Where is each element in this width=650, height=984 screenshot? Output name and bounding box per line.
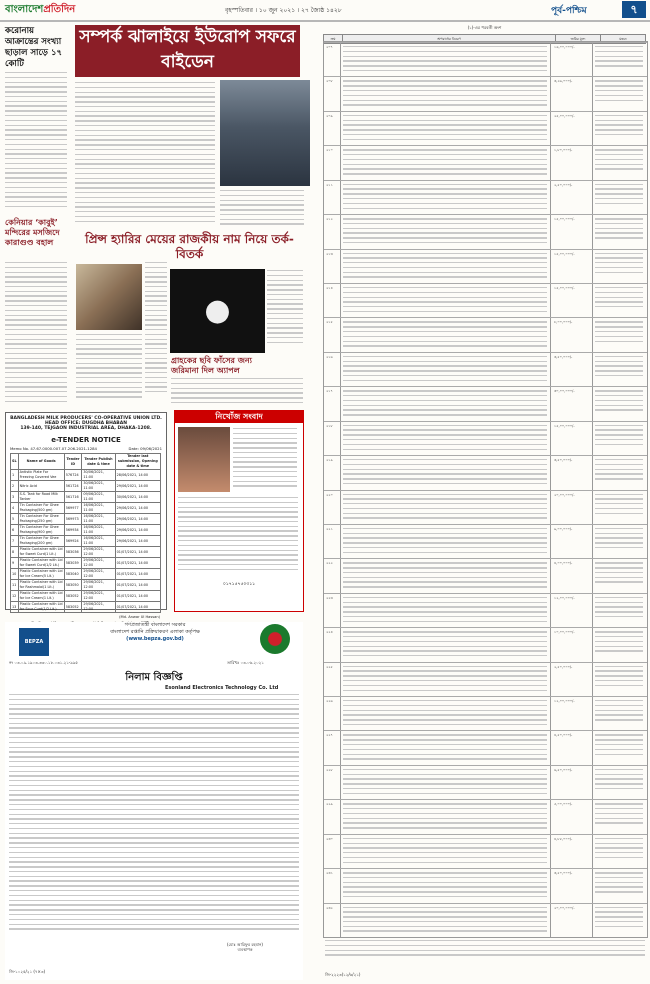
row-remark [595, 459, 643, 483]
masthead [0, 0, 650, 22]
missing-person-photo [178, 427, 230, 492]
logo-accent: প্রতিদিন [43, 4, 76, 15]
newspaper-logo[interactable] [5, 2, 75, 19]
tender-cell: 29/06/2021, 12:00 [82, 547, 115, 558]
tender-cell: 583052 [64, 591, 82, 602]
row-remark [595, 803, 643, 827]
tender-row [11, 580, 161, 591]
bepza-website-link[interactable]: (www.bepza.gov.bd) [126, 636, 184, 642]
missing-person-notice [174, 410, 304, 612]
right-table-row [324, 627, 647, 662]
tender-table [10, 453, 161, 613]
apple-logo-photo: ● [170, 269, 265, 353]
tender-row [11, 569, 161, 580]
tender-cell: 01/07/2021, 14:00 [115, 580, 160, 591]
right-table-title: (১)-এর পরবর্তী অংশ [467, 25, 502, 30]
tender-cell: 5 [11, 514, 19, 525]
right-table-row [324, 386, 647, 421]
row-amount: ১৫,০০,০০০/- [554, 423, 575, 428]
row-amount: ১৫,০০,০০০/- [554, 217, 575, 222]
tender-cell: 583040 [64, 569, 82, 580]
col-serial: ক্রম [324, 35, 343, 44]
row-serial: ২২২ [326, 561, 333, 566]
row-description [343, 528, 547, 557]
harry-headline[interactable]: প্রিন্স হ্যারির মেয়ের রাজকীয় নাম নিয়ে তর্ক-বিতর্ক [85, 232, 294, 261]
biden-photo [220, 80, 310, 186]
tender-row [11, 514, 161, 525]
row-amount: ৮,০০,০০০/- [554, 320, 573, 325]
tender-cell: Tin Container For Ghee Packaging(200 gm) [18, 536, 64, 547]
row-amount: ২,৫০,০০০/- [554, 664, 573, 669]
row-remark [595, 425, 643, 449]
tender-cell: 583039 [64, 558, 82, 569]
tender-cell: 11 [11, 580, 19, 591]
harry-photo [76, 264, 142, 330]
tender-cell: 29/06/2021, 12:00 [82, 591, 115, 602]
harry-body [76, 334, 142, 404]
tender-cell: 29/06/2021, 14:00 [115, 536, 160, 547]
right-footer-text [325, 940, 645, 958]
right-table-row [324, 524, 647, 559]
row-amount: ৩০,০০,০০০/- [554, 389, 575, 394]
tender-cell: 6 [11, 525, 19, 536]
tender-col-3: Tender Publish date & time [82, 454, 115, 470]
row-description [343, 184, 547, 213]
tender-cell: Plastic Container with Lid for Sweet Curd(1/2 Lit.) [19, 558, 63, 567]
right-table-footer [323, 938, 646, 980]
mosque-headline[interactable]: কেনিয়ার ‘কাবুই’ মন্দিরের মসজিদে কারাগুণ্ড বহাল [5, 218, 60, 247]
tender-cell: 569934 [64, 525, 82, 536]
tender-cell: 4 [11, 503, 19, 514]
auction-memo: নং ০৩.০৯.১৯০৩.৩৩০.১৮.০৩১.২১-৯৯৫ [9, 660, 79, 665]
right-footer-code: জি-২২২৩(১২/৬/২১) [325, 972, 361, 977]
missing-details [233, 428, 297, 492]
tender-cell: 3 [11, 492, 19, 503]
logo-main: বাংলাদেশ [5, 4, 44, 15]
tender-row [11, 591, 161, 602]
section-title: পূর্ব-পশ্চিম [551, 6, 587, 16]
tender-cell: Plastic Container with Lid for Ice Cream(1 Lit.) [19, 591, 63, 600]
tender-cell: 01/07/2021, 14:00 [115, 591, 160, 602]
gov-title: গণপ্রজাতন্ত্রী বাংলাদেশ সরকার [124, 622, 186, 628]
row-serial: ২১৩ [326, 251, 333, 256]
row-serial: ২১৫ [326, 320, 333, 325]
tender-col-0: SL [11, 454, 19, 470]
missing-body [178, 497, 298, 577]
row-serial: ২২৩ [326, 595, 333, 600]
row-serial: ২১৭ [326, 389, 333, 394]
tender-memo: Memo No. 47.67.0000.007.07.206.2021-1284 [10, 446, 97, 451]
row-remark [595, 528, 643, 552]
right-table-row [324, 317, 647, 352]
auction-company: Esonland Electronics Technology Co. Ltd [165, 685, 279, 691]
right-table-row [324, 765, 647, 800]
row-remark [595, 838, 643, 862]
tender-date: Date: 09/06/2021 [128, 446, 162, 451]
row-remark [595, 872, 643, 896]
tender-row [11, 536, 161, 547]
right-table-body [323, 41, 648, 938]
auction-signer-name: (মোঃ আরিফুর রহমান) [226, 942, 263, 947]
tender-row [11, 503, 161, 514]
auction-footer-code: জি-১০২৫/২১ (৭×৩) [9, 969, 46, 974]
row-amount: ১,৮০,০০০/- [554, 148, 573, 153]
row-amount: ৪,৫০,০০০/- [554, 733, 573, 738]
tender-cell: 01/07/2021, 14:00 [115, 547, 160, 558]
tender-row [11, 525, 161, 536]
tender-cell: 16/06/2021, 11:00 [82, 514, 115, 525]
tender-col-1: Name of Goods [18, 454, 64, 470]
missing-contact[interactable]: ০১৭১৫৭৫০৩১১ [222, 582, 256, 587]
row-description [343, 115, 547, 144]
tender-cell: 569973 [64, 514, 82, 525]
tender-cell: 12 [11, 591, 19, 602]
row-description [343, 46, 547, 75]
row-serial: ২২৫ [326, 664, 333, 669]
row-remark [595, 46, 643, 70]
row-remark [595, 321, 643, 345]
right-table-row [324, 662, 647, 697]
right-table-row [324, 283, 647, 318]
row-serial: ২২৯ [326, 802, 333, 807]
tender-cell: 01/07/2021, 14:00 [115, 558, 160, 569]
row-amount: ৫,০০,০০০/- [554, 802, 573, 807]
row-remark [595, 597, 643, 621]
row-amount: ১৫,০০,০০০/- [554, 251, 575, 256]
right-table-row [324, 696, 647, 731]
row-description [343, 321, 547, 350]
row-serial: ২৩১ [326, 871, 333, 876]
tender-cell: 583036 [64, 547, 82, 558]
right-table-row [324, 834, 647, 869]
tender-cell: 29/06/2021, 12:00 [82, 580, 115, 591]
tender-cell: 2 [11, 481, 19, 492]
tender-cell: 561724 [64, 481, 82, 492]
auction-date: তারিখঃ ০৩.০৬.২০২১ [227, 660, 264, 665]
row-amount: ২,৫০,০০০/- [554, 182, 573, 187]
row-description [343, 597, 547, 626]
row-serial: ২১২ [326, 217, 333, 222]
row-serial: ২১৮ [326, 423, 333, 428]
right-table-row [324, 42, 647, 77]
row-description [343, 80, 547, 109]
tender-cell: 569977 [64, 503, 82, 514]
tender-col-2: Tender ID [64, 454, 82, 470]
tender-signer: (Md. Anwar Ul Hassan) [119, 615, 160, 619]
row-description [343, 734, 547, 763]
row-remark [595, 253, 643, 277]
tender-title: e-TENDER NOTICE [51, 436, 121, 444]
missing-header: নিখোঁজ সংবাদ [175, 411, 303, 423]
auction-body [9, 694, 299, 938]
row-serial: ২১০ [326, 148, 333, 153]
right-table-row [324, 76, 647, 111]
row-serial: ২১১ [326, 182, 333, 187]
bepza-logo: BEPZA [19, 628, 49, 656]
row-remark [595, 907, 643, 931]
tender-org: BANGLADESH MILK PRODUCERS' CO-OPERATIVE UNION LTD. [10, 416, 162, 421]
row-serial: ২৩০ [326, 836, 333, 841]
tender-cell: Tin Container For Ghee Packaging(500 gm) [18, 503, 64, 514]
right-table-row [324, 111, 647, 146]
row-description [343, 356, 547, 385]
tender-cell: S.S. Tank for Road Milk Tanker [18, 492, 64, 503]
row-remark [595, 287, 643, 311]
tender-cell: 8 [11, 547, 19, 558]
tender-cell: 29/06/2021, 12:00 [82, 558, 115, 569]
tender-cell: 29/06/2021, 14:00 [115, 503, 160, 514]
row-serial: ২১৪ [326, 285, 333, 290]
tender-cell: 29/06/2021, 12:00 [82, 569, 115, 580]
row-serial: ২২৮ [326, 767, 333, 772]
row-description [343, 631, 547, 660]
tender-col-4: Tender last submission, Opening date & time [115, 454, 160, 470]
row-serial: ২০৭ [326, 45, 333, 49]
row-description [343, 253, 547, 282]
tender-cell: Plastic Container with Lid for Ice Cream(5 Lit.) [19, 569, 63, 578]
row-description [343, 287, 547, 316]
tender-cell: Antistic Plate For Freezing Covered Vee [18, 470, 64, 481]
tender-cell: 569924 [64, 536, 82, 547]
row-amount: ১০,০০,০০০/- [554, 630, 575, 635]
harry-body-side [145, 262, 167, 402]
row-remark [595, 734, 643, 758]
row-amount: ২০,০০,০০০/- [554, 905, 575, 910]
row-remark [595, 769, 643, 793]
mosque-body [5, 262, 67, 408]
tender-cell: Plastic Container with Lid for Sweet Curd(1 Lit.) [19, 547, 63, 556]
tender-cell: 9 [11, 558, 19, 569]
apple-headline[interactable]: গ্রাহকের ছবি ফাঁসের জন্য জরিমানা দিল অ্যাপল [171, 356, 252, 375]
row-amount: ১২,০০,০০০/- [554, 595, 575, 600]
right-table-row [324, 352, 647, 387]
right-table-row [324, 145, 647, 180]
tender-cell: 30/06/2021, 11:00 [82, 470, 115, 481]
tender-cell: 28/06/2021, 14:00 [115, 470, 160, 481]
row-description [343, 459, 547, 488]
row-serial: ২০৮ [326, 79, 333, 84]
right-table-row [324, 421, 647, 456]
tender-cell: Nitric Acid [18, 481, 64, 492]
right-table-row [324, 214, 647, 249]
col-amount: জমির মূল্য [556, 35, 601, 44]
right-table-row [324, 455, 647, 490]
dateline: বৃহস্পতিবার । ১০ জুন ২০২১ । ২৭ জ্যৈষ্ঠ ১৪২৮ [225, 7, 342, 14]
europe-body-continued [220, 190, 304, 228]
tender-row [11, 602, 161, 613]
row-amount: ১৫,০০,০০০/- [554, 285, 575, 290]
row-serial: ২২৪ [326, 630, 333, 635]
tender-cell: 583052 [64, 602, 82, 613]
row-description [343, 218, 547, 247]
row-description [343, 907, 547, 936]
row-remark [595, 666, 643, 690]
row-amount: ৪,৮৫,০০০/- [554, 836, 573, 841]
tender-row [11, 558, 161, 569]
right-table-row [324, 558, 647, 593]
row-serial: ২২৬ [326, 699, 333, 704]
auction-notice [5, 622, 303, 980]
row-remark [595, 390, 643, 414]
tender-cell: 16/06/2021, 11:00 [82, 503, 115, 514]
tender-cell: 01/07/2021, 14:00 [115, 602, 160, 613]
europe-body [75, 82, 215, 230]
authority-title: বাংলাদেশ রপ্তানি প্রক্রিয়াকরণ এলাকা কর্তৃপক্ষ [110, 629, 200, 635]
tender-office: HEAD OFFICE: DUGDHA BHABAN [44, 421, 127, 426]
tender-cell: Plastic Container with Lid for Sour Curd(1/2 Lit.) [19, 602, 63, 611]
tender-row [11, 547, 161, 558]
right-table-row [324, 249, 647, 284]
row-remark [595, 115, 643, 139]
right-table-row [324, 799, 647, 834]
row-amount: ৩,৫০,০০০/- [554, 458, 573, 463]
row-remark [595, 184, 643, 208]
tender-cell: 30/06/2021, 14:00 [115, 492, 160, 503]
row-remark [595, 149, 643, 173]
tender-row [11, 492, 161, 503]
right-table-row [324, 593, 647, 628]
auction-title: নিলাম বিজ্ঞপ্তি [125, 672, 183, 683]
row-description [343, 769, 547, 798]
tender-cell: 01/07/2021, 14:00 [115, 569, 160, 580]
row-description [343, 425, 547, 454]
row-description [343, 838, 547, 867]
row-serial: ২৩২ [326, 905, 333, 910]
auction-signer-title: ব্যবস্থাপক [237, 947, 253, 952]
row-amount: ১২,০০,০০০/- [554, 699, 575, 704]
tender-address: 139-140, TEJGAON INDUSTRIAL AREA, DHAKA-1208. [20, 426, 152, 431]
row-remark [595, 631, 643, 655]
page-number: ৭ [622, 1, 646, 18]
row-remark [595, 80, 643, 104]
row-description [343, 390, 547, 419]
row-description [343, 666, 547, 695]
tender-cell: 13 [11, 602, 19, 613]
right-table-row [324, 903, 647, 938]
row-serial: ২২৭ [326, 733, 333, 738]
row-amount: ৯,০০,০০০/- [554, 526, 573, 531]
tender-cell: 30/06/2021, 11:00 [82, 481, 115, 492]
tender-cell: 29/06/2021, 14:00 [115, 514, 160, 525]
row-serial: ২২১ [326, 526, 333, 531]
right-table-row [324, 180, 647, 215]
corona-headline[interactable]: করোনায় আক্রান্তের সংখ্যা ছাড়াল সাড়ে ১৭ কোটি [5, 26, 63, 69]
tender-cell: 16/06/2021, 11:00 [82, 525, 115, 536]
tender-cell: Tin Container For Ghee Packaging(250 gm) [18, 514, 64, 525]
row-amount: ১৬,০০,০০০/- [554, 45, 575, 49]
tender-cell: Tin Container For Ghee Packaging(900 gm) [18, 525, 64, 536]
right-table-row [324, 490, 647, 525]
tender-cell: 576724 [64, 470, 82, 481]
tender-cell: 09/06/2021, 11:00 [82, 492, 115, 503]
row-amount: ৩,৫০,০০০/- [554, 871, 573, 876]
row-description [343, 562, 547, 591]
right-table-row [324, 730, 647, 765]
apple-body-side [267, 270, 303, 352]
row-amount: ৪,০০,০০০/- [554, 561, 573, 566]
corona-body [5, 72, 67, 214]
row-description [343, 803, 547, 832]
tender-cell: 7 [11, 536, 19, 547]
tender-cell: 29/06/2021, 12:00 [82, 602, 115, 613]
europe-headline[interactable]: সম্পর্ক ঝালাইয়ে ইউরোপ সফরে বাইডেন [75, 25, 300, 77]
row-serial: ২২০ [326, 492, 333, 497]
tender-cell: Plastic Container with Lid for Rashmalai(1 Lit.) [19, 580, 63, 589]
col-remark: মন্তব্য [601, 35, 646, 44]
tender-row [11, 470, 161, 481]
row-serial: ২১৬ [326, 354, 333, 359]
row-remark [595, 700, 643, 724]
row-remark [595, 562, 643, 586]
row-amount: ২৫,০০,০০০/- [554, 113, 575, 118]
mujib-emblem-icon [260, 624, 290, 654]
tender-cell: 1 [11, 470, 19, 481]
row-description [343, 872, 547, 901]
tender-cell: 16/06/2021, 11:00 [82, 536, 115, 547]
row-amount: ৩,২৬,০০০/- [554, 79, 573, 84]
row-description [343, 149, 547, 178]
row-serial: ২০৯ [326, 113, 333, 118]
row-amount: ৩,৫০,০০০/- [554, 354, 573, 359]
tender-cell: 583050 [64, 580, 82, 591]
tender-row [11, 481, 161, 492]
tender-cell: 29/06/2021, 14:00 [115, 525, 160, 536]
row-serial: ২১৯ [326, 458, 333, 463]
row-description [343, 494, 547, 523]
row-remark [595, 356, 643, 380]
col-description: অপরাধের বিবরণ [343, 35, 556, 44]
row-amount: ২০,০০,০০০/- [554, 492, 575, 497]
apple-body [171, 378, 303, 406]
tender-cell: 561716 [64, 492, 82, 503]
tender-cell: 29/06/2021, 14:00 [115, 481, 160, 492]
row-remark [595, 218, 643, 242]
row-remark [595, 494, 643, 518]
row-amount: ৬,৫০,০০০/- [554, 767, 573, 772]
row-description [343, 700, 547, 729]
right-table-row [324, 868, 647, 903]
tender-cell: 10 [11, 569, 19, 580]
tender-notice [5, 412, 167, 619]
